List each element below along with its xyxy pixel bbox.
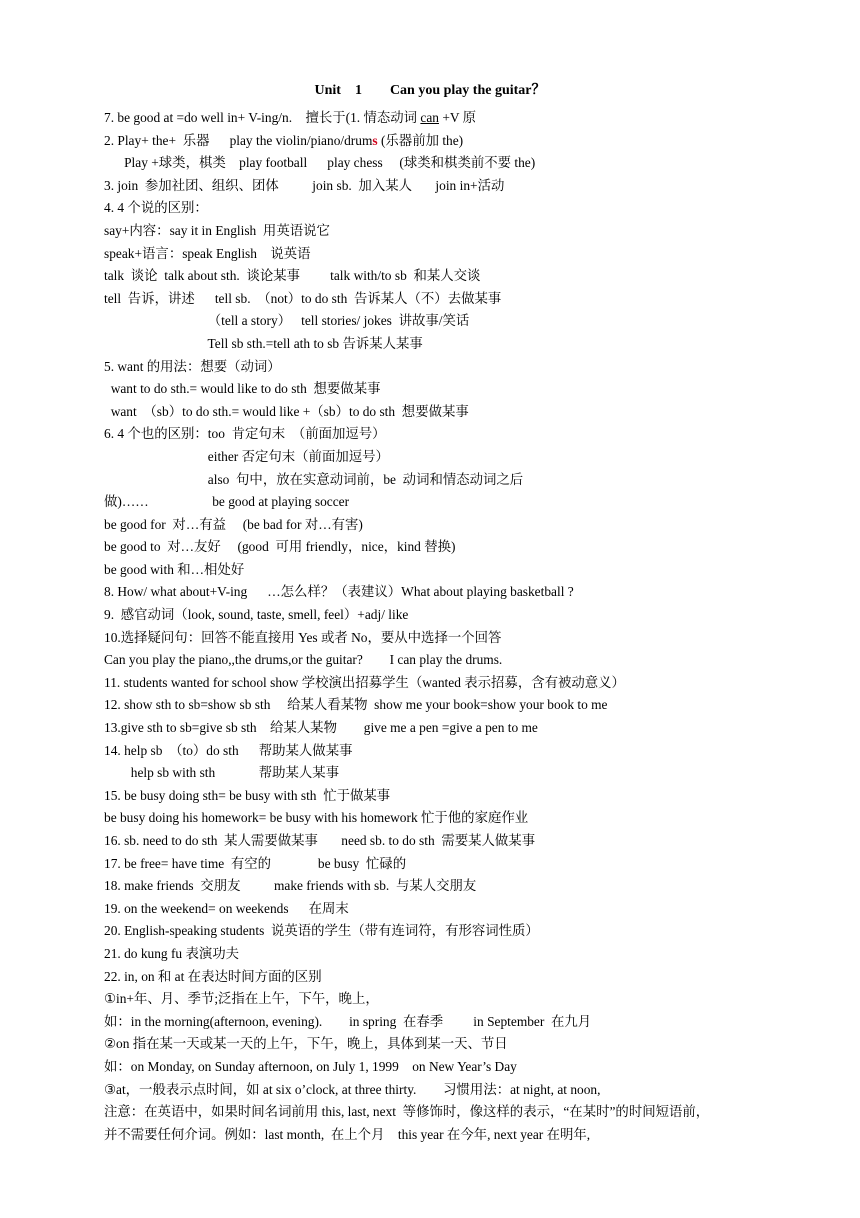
note-line: ③at，一般表示点时间，如 at six o’clock, at three thirty. 习惯用法：at night, at noon, xyxy=(104,1081,601,1097)
note-line: 10.选择疑问句：回答不能直接用 Yes 或者 No，要从中选择一个回答 xyxy=(104,629,502,645)
note-line: 注意：在英语中，如果时间名词前用 this, last, next 等修饰时，像这样的表示，“在某时”的时间短语前， xyxy=(104,1104,710,1120)
title-number: 1 xyxy=(354,83,362,98)
note-line: be good for 对…有益 (be bad for 对…有害) xyxy=(104,516,363,532)
note-line xyxy=(104,107,804,130)
note-line: 13.give sth to sb=give sb sth 给某人某物 give me a pen =give a pen to me xyxy=(104,720,538,736)
note-line: Can you play the piano,,the drums,or the guitar? I can play the drums. xyxy=(104,652,503,668)
note-line: 20. English-speaking students 说英语的学生（带有连词符，有形容词性质） xyxy=(104,923,539,939)
highlighted-letter: s xyxy=(372,132,378,148)
note-line: ①in+年、月、季节;泛指在上午，下午，晚上， xyxy=(104,991,379,1007)
note-line: 如：in the morning(afternoon, evening). in spring 在春季 in September 在九月 xyxy=(104,1013,592,1029)
note-line: want （sb）to do sth.= would like +（sb）to do sth 想要做某事 xyxy=(104,403,469,419)
note-line: 15. be busy doing sth= be busy with sth 忙于做某事 xyxy=(104,787,391,803)
note-line xyxy=(104,130,804,153)
note-line: be good with 和…相处好 xyxy=(104,561,245,577)
note-line: say+内容：say it in English 用英语说它 xyxy=(104,222,330,238)
document-body xyxy=(104,107,804,1146)
note-line: 9. 感官动词（look, sound, taste, smell, feel）+adj/ like xyxy=(104,607,409,623)
note-line: want to do sth.= would like to do sth 想要做某事 xyxy=(104,381,381,397)
note-line: 做)…… be good at playing soccer xyxy=(104,494,350,510)
note-line: 22. in, on 和 at 在表达时间方面的区别 xyxy=(104,968,322,984)
note-line: be good to 对…友好 (good 可用 friendly，nice，kind 替换) xyxy=(104,539,456,555)
note-line: help sb with sth 帮助某人某事 xyxy=(104,765,340,781)
note-line: 21. do kung fu 表演功夫 xyxy=(104,945,240,961)
note-line: 6. 4 个也的区别：too 肯定句末 （前面加逗号） xyxy=(104,426,386,442)
underlined-word: can xyxy=(420,110,439,125)
note-line: also 句中，放在实意动词前，be 动词和情态动词之后 xyxy=(104,471,524,487)
note-line-text: 2. Play+ the+ 乐器 play the violin/piano/drum xyxy=(104,132,373,148)
page-title xyxy=(0,80,860,102)
title-unit: Unit xyxy=(314,83,341,98)
note-line: 16. sb. need to do sth 某人需要做某事 need sb. to do sth 需要某人做某事 xyxy=(104,833,536,848)
note-line: 11. students wanted for school show 学校演出招募学生（wanted 表示招募，含有被动意义） xyxy=(104,674,625,690)
note-line: （tell a story） tell stories/ jokes 讲故事/笑话 xyxy=(104,313,470,329)
note-line: 4. 4 个说的区别： xyxy=(104,200,208,216)
note-line: either 否定句末（前面加逗号） xyxy=(104,448,389,464)
note-line-text: +V 原 xyxy=(438,110,477,125)
note-line: 3. join 参加社团、组织、团体 join sb. 加入某人 join in+活动 xyxy=(104,177,505,193)
note-line: 5. want 的用法：想要（动词） xyxy=(104,358,281,374)
note-line: Tell sb sth.=tell ath to sb 告诉某人某事 xyxy=(104,335,423,351)
note-line: talk 谈论 talk about sth. 谈论某事 talk with/to sb 和某人交谈 xyxy=(104,268,481,284)
note-line: 8. How/ what about+V-ing …怎么样？（表建议）What about playing basketball ? xyxy=(104,584,574,600)
title-question: Can you play the guitar？ xyxy=(389,83,546,98)
note-line: 12. show sth to sb=show sb sth 给某人看某物 show me your book=show your book to me xyxy=(104,697,608,713)
note-line: 19. on the weekend= on weekends 在周末 xyxy=(104,900,349,916)
note-line: speak+语言：speak English 说英语 xyxy=(104,245,311,261)
note-line: 如：on Monday, on Sunday afternoon, on July 1, 1999 on New Year’s Day xyxy=(104,1058,517,1074)
note-line: 17. be free= have time 有空的 be busy 忙碌的 xyxy=(104,855,407,871)
note-line: be busy doing his homework= be busy with his homework 忙于他的家庭作业 xyxy=(104,810,529,826)
note-line: tell 告诉，讲述 tell sb. （not）to do sth 告诉某人（不）去做某事 xyxy=(104,290,502,306)
note-line: Play +球类，棋类 play football play chess (球类和棋类前不要 the) xyxy=(104,155,536,171)
note-line: 并不需要任何介词。例如：last month, 在上个月 this year 在今年, next year 在明年, xyxy=(104,1126,591,1142)
note-line: 14. help sb （to）do sth 帮助某人做某事 xyxy=(104,742,353,758)
note-line: ②on 指在某一天或某一天的上午，下午，晚上，具体到某一天、节日 xyxy=(104,1036,508,1052)
note-line: 18. make friends 交朋友 make friends with sb. 与某人交朋友 xyxy=(104,878,477,894)
note-line-text: 7. be good at =do well in+ V-ing/n. 擅长于(1. 情态动词 xyxy=(104,110,421,125)
note-line-text: (乐器前加 the) xyxy=(377,132,464,148)
